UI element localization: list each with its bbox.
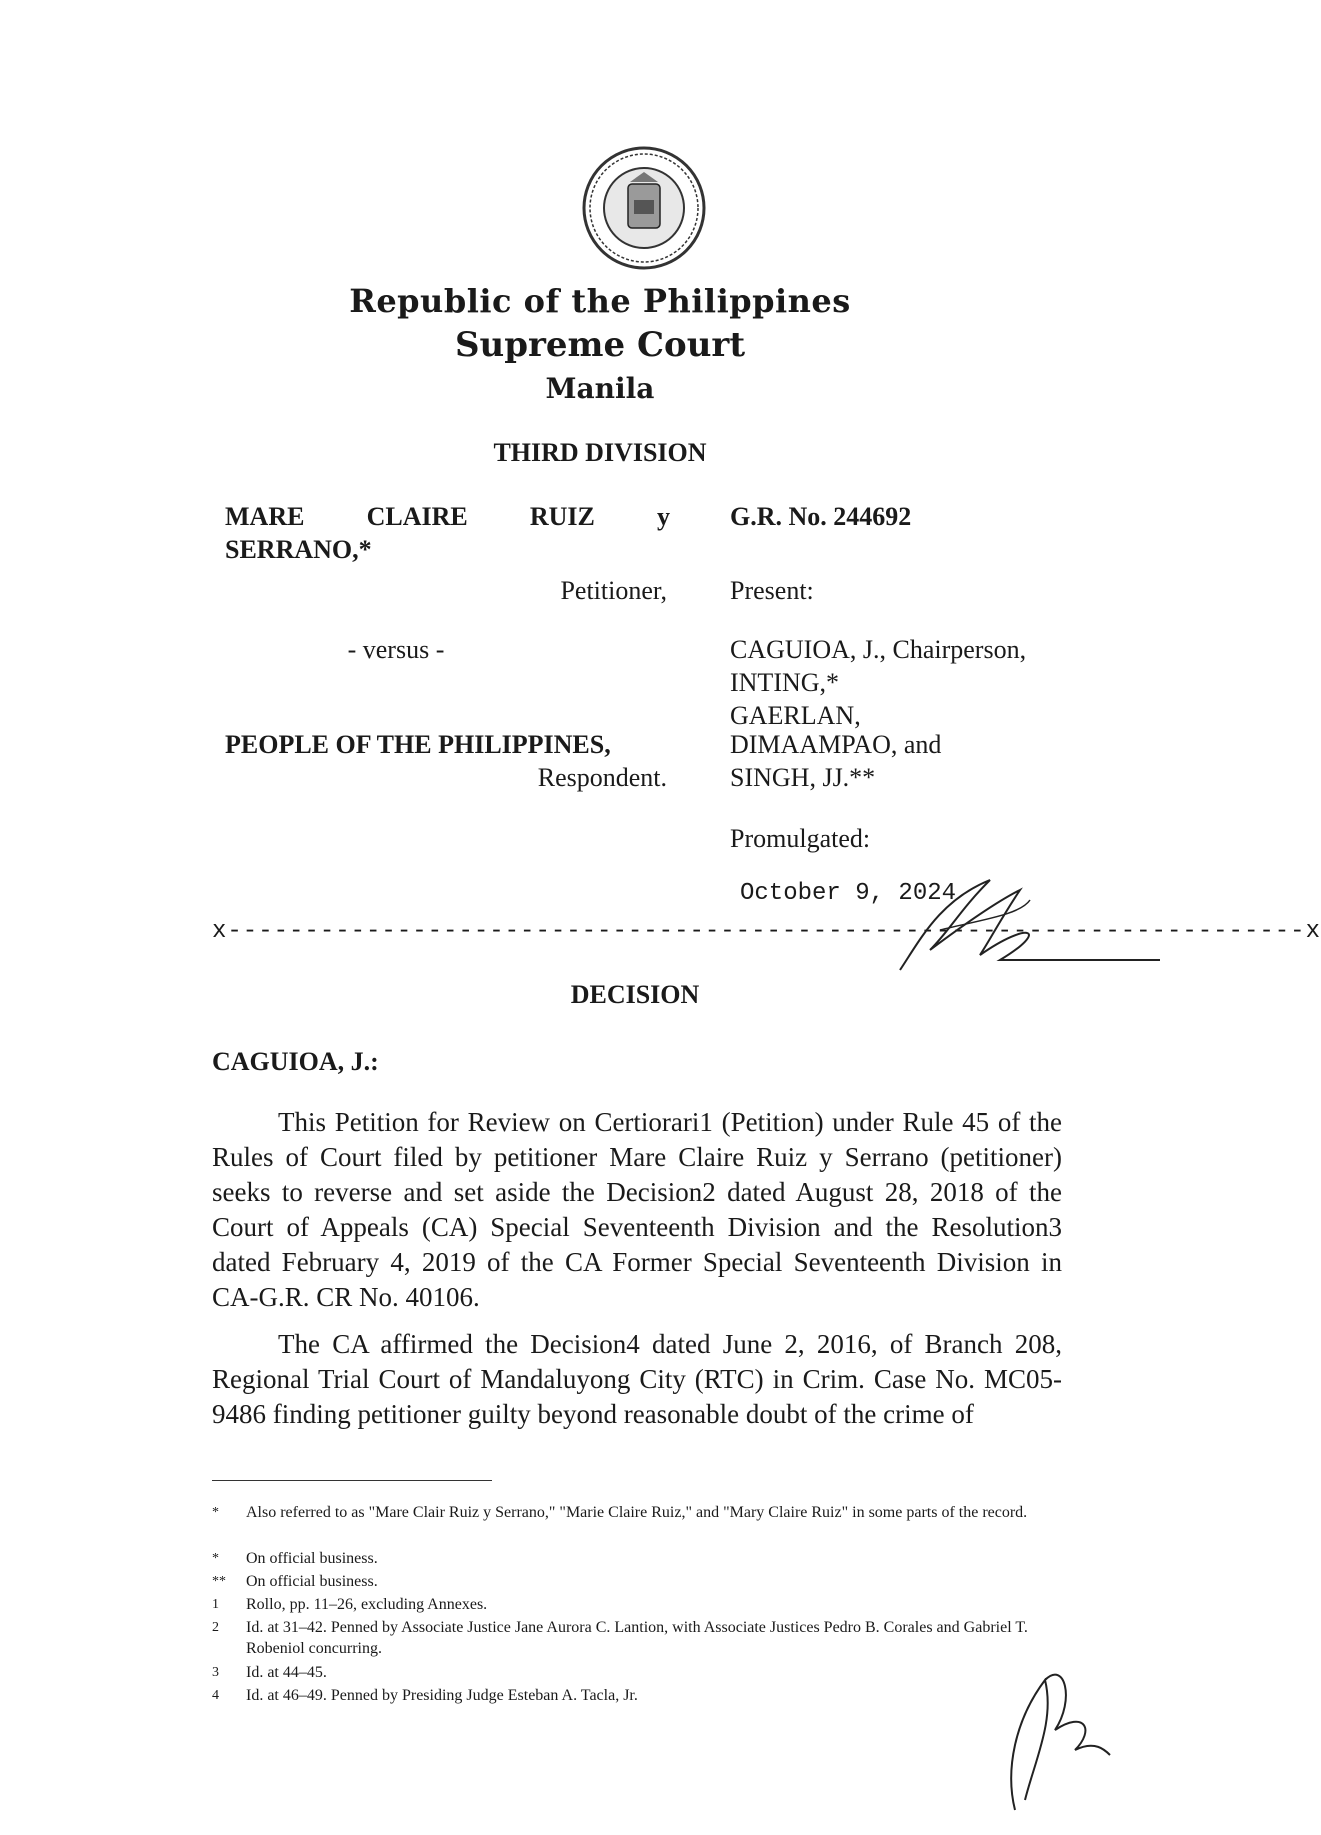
footnote-item — [212, 1594, 1062, 1615]
footnote-text: Id. at 46–49. Penned by Presiding Judge Esteban A. Tacla, Jr. — [246, 1687, 638, 1704]
footnote-mark: 2 — [212, 1620, 219, 1635]
footnote-item — [212, 1502, 1062, 1523]
court-heading: Supreme Court — [454, 325, 746, 365]
justice-4: DIMAAMPAO, and — [730, 730, 942, 759]
footnote-item — [212, 1571, 1062, 1592]
footnote-text: On official business. — [246, 1573, 378, 1590]
footnote-text: Id. at 31–42. Penned by Associate Justice Jane Aurora C. Lantion, with Associate Justices Pedro B. Corales and Gabriel T. Robeniol concurring. — [246, 1619, 1028, 1657]
decision-title: DECISION — [570, 980, 700, 1009]
footnote-mark: 3 — [212, 1665, 219, 1680]
respondent-name: PEOPLE OF THE PHILIPPINES, — [225, 730, 611, 759]
supreme-court-seal-icon — [580, 144, 708, 272]
footnote-mark: ** — [212, 1574, 226, 1589]
footnote-item — [212, 1617, 1062, 1659]
footnote-text: Also referred to as "Mare Clair Ruiz y Serrano," "Marie Claire Ruiz," and "Mary Claire Ruiz" in some parts of the record. — [246, 1504, 1028, 1521]
petitioner-name-line2: SERRANO,* — [225, 535, 372, 564]
promulgated-label: Promulgated: — [730, 824, 871, 853]
footnote-divider — [212, 1480, 492, 1481]
justice-5: SINGH, JJ.** — [730, 763, 876, 792]
paragraph-text: The CA affirmed the Decision4 dated June 2, 2016, of Branch 208, Regional Trial Court of Mandaluyong City (RTC) in Crim. Case No. MC05-9486 finding petitioner guilty beyond reasonable doubt of the crime of — [212, 1329, 1062, 1429]
footnote-mark: 1 — [212, 1597, 219, 1612]
footnote-text: Rollo, pp. 11–26, excluding Annexes. — [246, 1596, 488, 1613]
promulgated-date: October 9, 2024 — [740, 880, 957, 907]
decision-paragraph-2 — [212, 1327, 1062, 1432]
petitioner-role: Petitioner, — [560, 576, 667, 605]
justice-3: GAERLAN, — [730, 701, 861, 730]
footnote-item — [212, 1548, 1062, 1569]
justice-2: INTING,* — [730, 668, 840, 697]
footnote-mark: * — [212, 1505, 219, 1520]
present-label: Present: — [730, 576, 814, 605]
footnote-text: On official business. — [246, 1550, 378, 1567]
footnote-item — [212, 1662, 1062, 1683]
city-heading: Manila — [545, 372, 655, 405]
footnote-item — [212, 1685, 1062, 1706]
versus-label: - versus - — [347, 635, 445, 664]
initials-signature-icon — [985, 1640, 1115, 1820]
footnote-text: Id. at 44–45. — [246, 1664, 327, 1681]
decision-paragraph-1 — [212, 1105, 1062, 1315]
respondent-role: Respondent. — [537, 763, 667, 792]
justice-1: CAGUIOA, J., Chairperson, — [730, 635, 1027, 664]
footnote-mark: * — [212, 1551, 219, 1566]
ponente: CAGUIOA, J.: — [212, 1047, 379, 1076]
caption-separator: x----------------------------------------------------------------------x — [212, 918, 1321, 945]
republic-heading: Republic of the Philippines — [349, 282, 851, 320]
petitioner-name-line1: MARE CLAIRE RUIZ y — [225, 502, 670, 531]
paragraph-text: This Petition for Review on Certiorari1 (Petition) under Rule 45 of the Rules of Court filed by petitioner Mare Claire Ruiz y Serrano (petitioner) seeks to reverse and set aside the Decision2 dated August 28, 2018 of the Court of Appeals (CA) Special Seventeenth Division and the Resolution3 dated February 4, 2019 of the CA Former Special Seventeenth Division in CA-G.R. CR No. 40106. — [212, 1107, 1062, 1312]
division-heading: THIRD DIVISION — [493, 438, 707, 467]
gr-number: G.R. No. 244692 — [730, 502, 912, 531]
clerk-signature-icon — [880, 860, 1160, 980]
footnote-mark: 4 — [212, 1688, 219, 1703]
